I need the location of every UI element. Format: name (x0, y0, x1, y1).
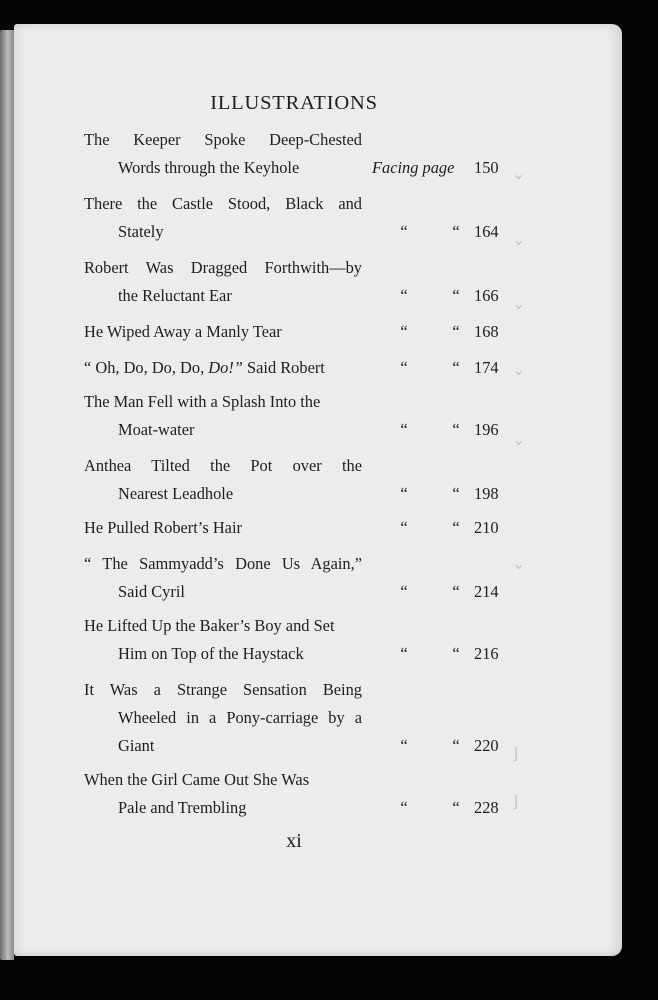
entry-title-part: Said Robert (242, 358, 325, 377)
entry-title-continued: Moat-water (118, 420, 195, 439)
ditto-mark: “ (452, 582, 460, 601)
page-number: 220 (474, 736, 499, 755)
page-number: 196 (474, 420, 499, 439)
page-number: 198 (474, 484, 499, 503)
illustration-entry (84, 354, 584, 382)
illustration-entry (84, 766, 584, 822)
ditto-mark: “ (400, 222, 408, 241)
entry-title-continued: Pale and Trembling (118, 798, 247, 817)
illustration-entry (84, 388, 584, 444)
ditto-mark: “ (400, 736, 408, 755)
illustration-entry (84, 126, 584, 182)
ditto-mark: “ (400, 322, 408, 341)
entry-title-part: “ Oh, Do, Do, Do, (84, 358, 209, 377)
ditto-mark: “ (400, 644, 408, 663)
entry-title: He Lifted Up the Baker’s Boy and Set (84, 616, 335, 635)
entry-title-continued: Stately (118, 222, 164, 241)
illustration-entry (84, 190, 584, 246)
entry-title: Anthea Tilted the Pot over the (84, 456, 362, 475)
pencil-tick-mark: ⌄ (512, 230, 526, 249)
entry-title-continued: Wheeled in a Pony-carriage by a (118, 708, 362, 727)
book-page (14, 24, 622, 956)
page-number: 210 (474, 518, 499, 537)
illustration-entry (84, 452, 584, 508)
illustration-entry (84, 254, 584, 310)
pencil-tick-mark: ⌄ (512, 164, 526, 183)
entry-title: Robert Was Dragged Forthwith—by (84, 258, 362, 277)
illustration-entry (84, 676, 584, 760)
ditto-mark: “ (452, 222, 460, 241)
illustration-entry (84, 514, 584, 542)
page-folio: xi (286, 830, 302, 852)
ditto-mark: “ (452, 484, 460, 503)
page-number: 214 (474, 582, 499, 601)
entry-title-continued: the Reluctant Ear (118, 286, 232, 305)
entry-title-continued: Said Cyril (118, 582, 185, 601)
entry-title-continued: Giant (118, 736, 155, 755)
entry-title-continued: Words through the Keyhole (118, 158, 300, 177)
entry-title: When the Girl Came Out She Was (84, 770, 310, 789)
book-spine-edge (0, 30, 14, 960)
page-number: 168 (474, 322, 499, 341)
ditto-mark: “ (452, 286, 460, 305)
ditto-mark: “ (400, 798, 408, 817)
entry-title (84, 354, 325, 382)
page-number: 164 (474, 222, 499, 241)
ditto-mark: “ (452, 798, 460, 817)
facing-page-label: Facing page (372, 158, 455, 177)
entry-title: “ The Sammyadd’s Done Us Again,” (84, 554, 362, 573)
page-number: 216 (474, 644, 499, 663)
ditto-mark: “ (400, 420, 408, 439)
ditto-mark: “ (452, 420, 460, 439)
ditto-mark: “ (452, 322, 460, 341)
illustration-entry (84, 550, 584, 606)
pencil-tick-mark: ⌋ (512, 744, 519, 763)
pencil-tick-mark: ⌄ (512, 430, 526, 449)
ditto-mark: “ (452, 358, 460, 377)
entry-title-continued: Him on Top of the Haystack (118, 644, 304, 663)
page-number: 150 (474, 158, 499, 177)
pencil-tick-mark: ⌋ (512, 792, 519, 811)
ditto-mark: “ (400, 518, 408, 537)
entry-title-continued: Nearest Leadhole (118, 484, 234, 503)
ditto-mark: “ (452, 736, 460, 755)
illustration-entry (84, 612, 584, 668)
ditto-mark: “ (400, 484, 408, 503)
pencil-tick-mark: ⌄ (512, 554, 526, 573)
page-number: 166 (474, 286, 499, 305)
ditto-mark: “ (400, 358, 408, 377)
ditto-mark: “ (400, 582, 408, 601)
ditto-mark: “ (400, 286, 408, 305)
ditto-mark: “ (452, 644, 460, 663)
entry-title: The Man Fell with a Splash Into the (84, 392, 321, 411)
page-number: 228 (474, 798, 499, 817)
entry-title-italic: Do!” (208, 358, 243, 377)
entry-title: The Keeper Spoke Deep-Chested (84, 130, 362, 149)
pencil-tick-mark: ⌄ (512, 294, 526, 313)
entry-title: He Pulled Robert’s Hair (84, 518, 242, 537)
pencil-tick-mark: ⌄ (512, 360, 526, 379)
entry-title: It Was a Strange Sensation Being (84, 680, 362, 699)
page-heading: ILLUSTRATIONS (210, 92, 378, 114)
entry-title: There the Castle Stood, Black and (84, 194, 362, 213)
page-number: 174 (474, 358, 499, 377)
entry-title: He Wiped Away a Manly Tear (84, 322, 282, 341)
illustration-entry (84, 318, 584, 346)
ditto-mark: “ (452, 518, 460, 537)
